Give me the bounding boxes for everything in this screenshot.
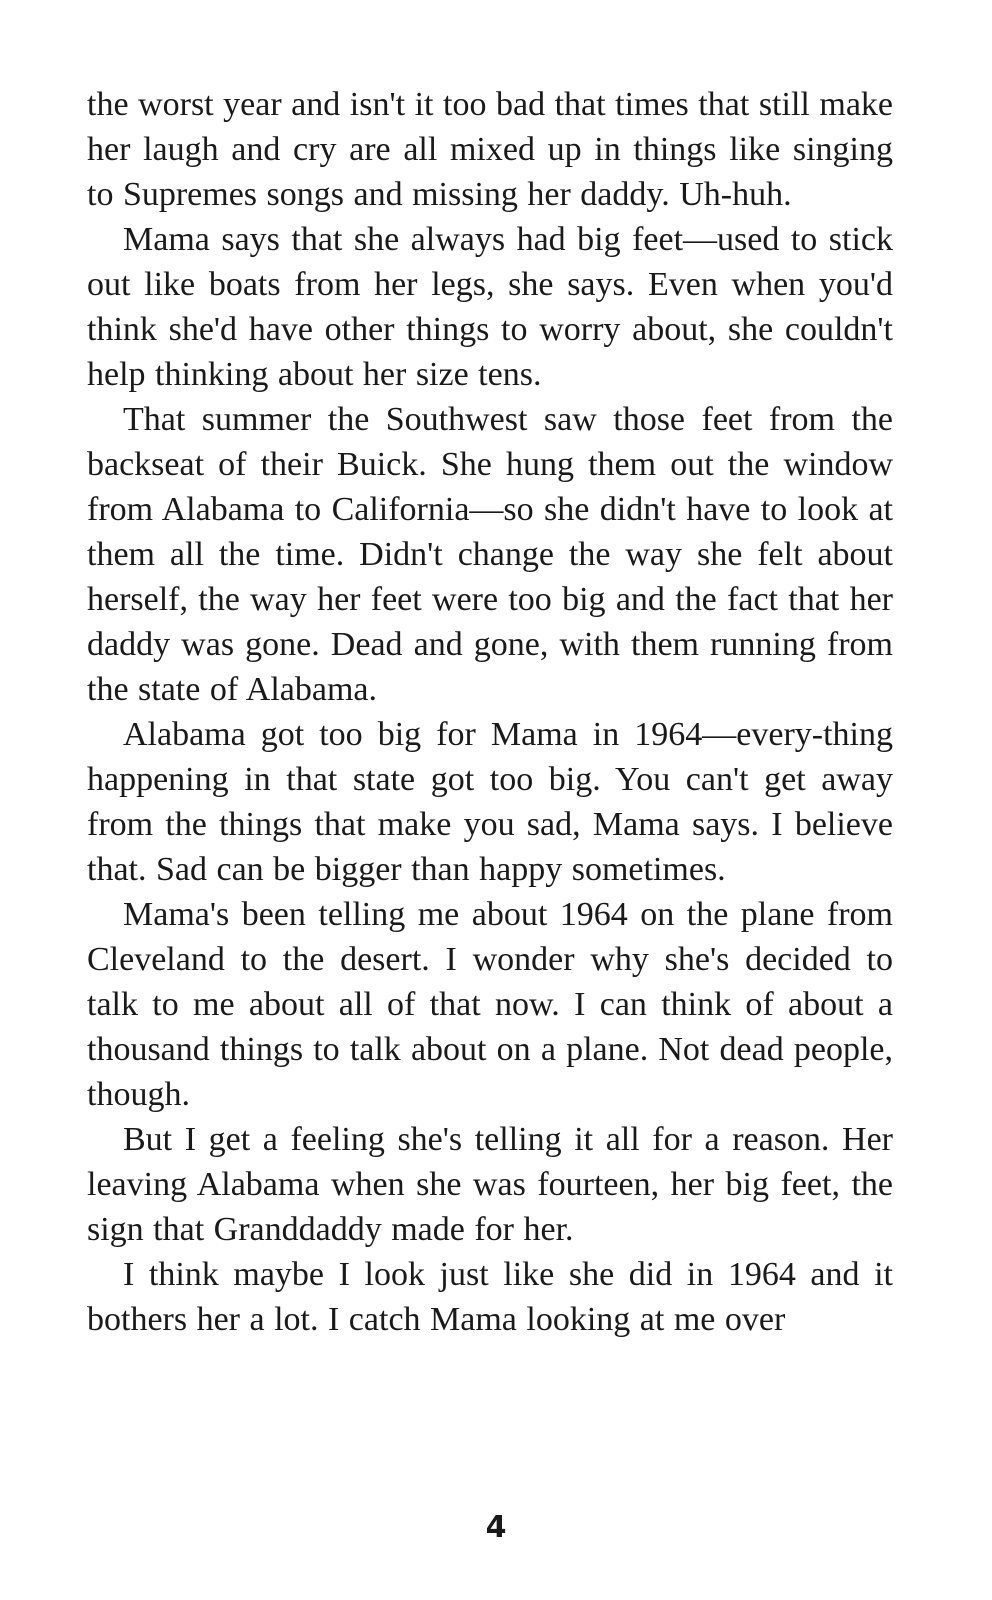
paragraph-4: Alabama got too big for Mama in 1964—every-thing happening in that state got too big. You can't get away from the things that make you sad, Mama says. I believe that. Sad can be bigger than happy sometimes. bbox=[87, 716, 893, 888]
paragraph-5: Mama's been telling me about 1964 on the plane from Cleveland to the desert. I wonder why she's decided to talk to me about all of that now. I can think of about a thousand things to talk about on a plane. Not dead people, though. bbox=[87, 896, 893, 1113]
paragraph-6: But I get a feeling she's telling it all for a reason. Her leaving Alabama when she was fourteen, her big feet, the sign that Granddaddy made for her. bbox=[87, 1121, 893, 1248]
page-number: 4 bbox=[485, 1510, 507, 1545]
paragraph-3: That summer the Southwest saw those feet from the backseat of their Buick. She hung them out the window from Alabama to California—so she didn't have to look at them all the time. Didn't change the way she felt about herself, the way her feet were too big and the fact that her daddy was gone. Dead and gone, with them running from the state of Alabama. bbox=[87, 401, 893, 708]
body-text bbox=[87, 82, 893, 1342]
paragraph-7: I think maybe I look just like she did in 1964 and it bothers her a lot. I catch Mama looking at me over bbox=[87, 1256, 893, 1338]
paragraph-2: Mama says that she always had big feet—used to stick out like boats from her legs, she says. Even when you'd think she'd have other things to worry about, she couldn't help thinking about her size tens. bbox=[87, 221, 893, 393]
paragraph-1: the worst year and isn't it too bad that times that still make her laugh and cry are all mixed up in things like singing to Supremes songs and missing her daddy. Uh-huh. bbox=[87, 86, 893, 213]
